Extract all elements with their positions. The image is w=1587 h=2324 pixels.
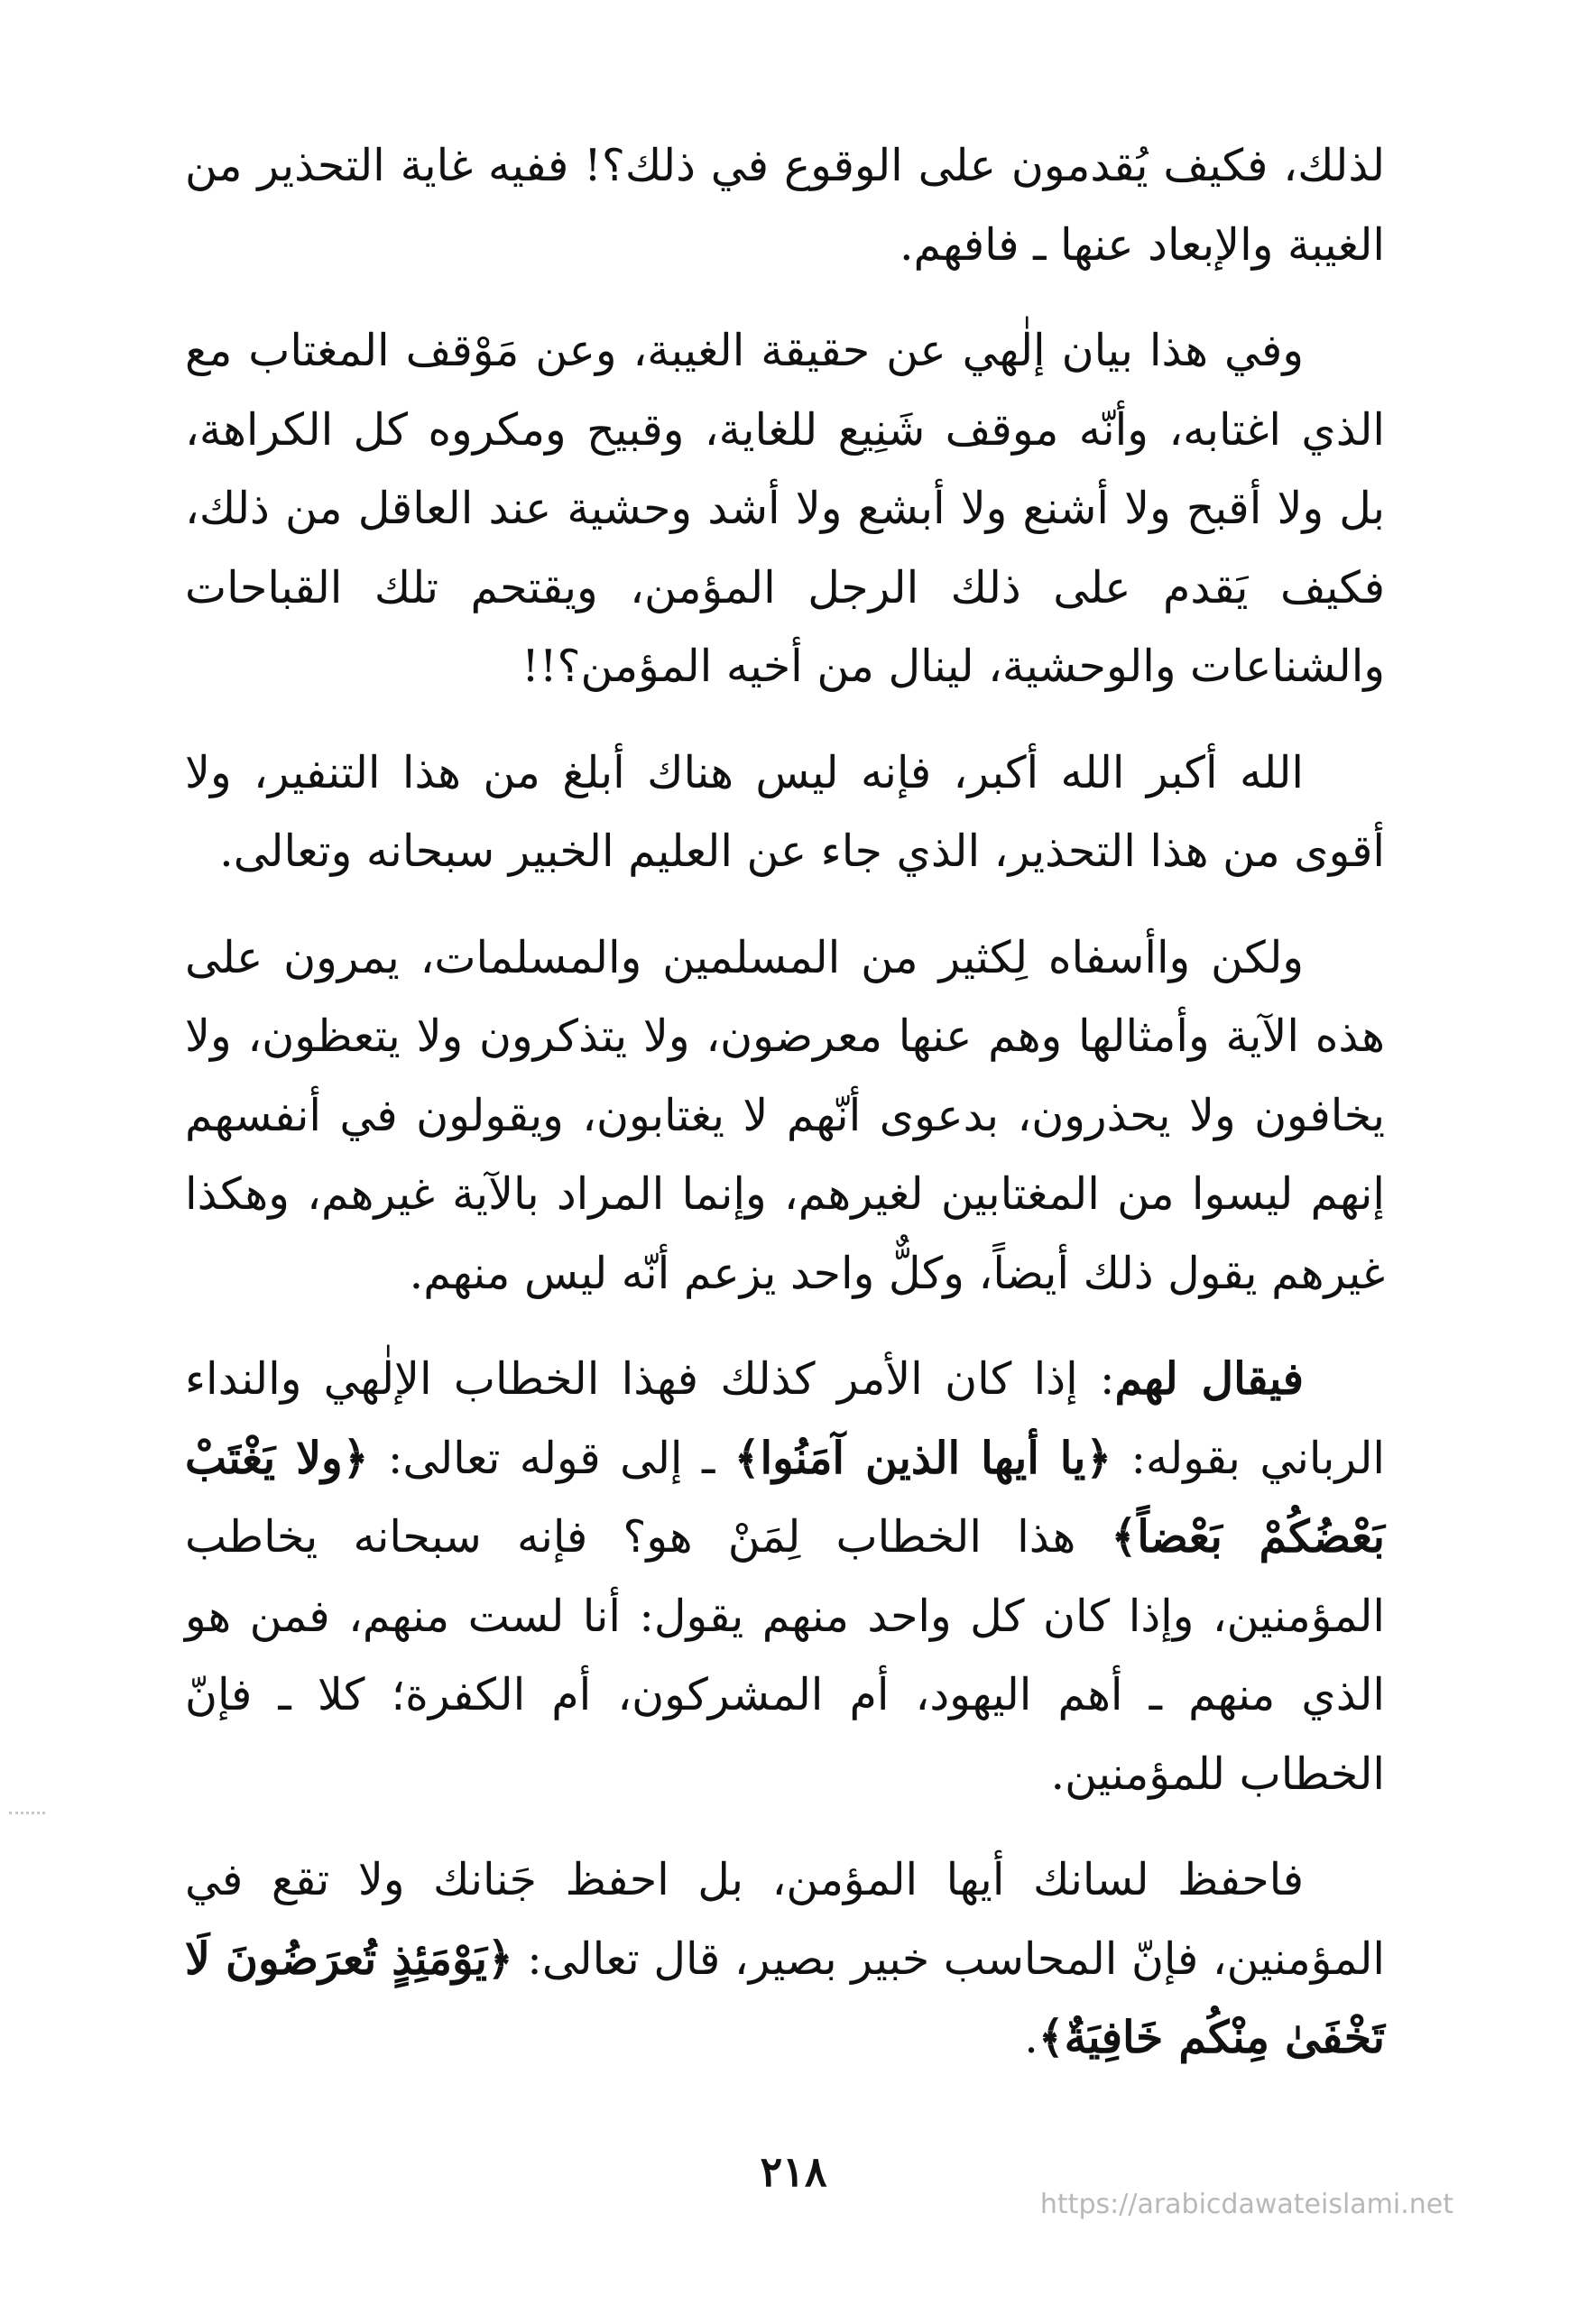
text-run: ولكن واأسفاه لِكثير من المسلمين والمسلمات، يمرون على هذه الآية وأمثالها وهم عنها معرضون، ولا يتذكرون ولا يتعظون، ولا يخافون ولا يحذرون، بدعوى أنّهم لا يغتابون، ويقولون في أنفسهم إنهم ليسوا من المغتابين لغيرهم، وإنما المراد بالآية غيرهم، وهكذا غيرهم يقول ذلك أيضاً، وكلٌّ واحد يزعم أنّه ليس منهم. (185, 931, 1385, 1299)
page-number: ٢١٨ (760, 2147, 827, 2196)
text-run: وفي هذا بيان إلٰهي عن حقيقة الغيبة، وعن مَوْقف المغتاب مع الذي اغتابه، وأنّه موقف شَنِيع للغاية، وقبيح ومكروه كل الكراهة، بل ولا أقبح ولا أشنع ولا أبشع ولا أشد وحشية عند العاقل من ذلك، فكيف يَقدم على ذلك الرجل المؤمن، ويقتحم تلك القباحات والشناعات والوحشية، لينال من أخيه المؤمن؟!! (185, 325, 1385, 692)
text-run: ـ إلى قوله تعالى: (368, 1432, 734, 1484)
text-run: : إذا كان الأمر كذلك فهذا الخطاب الإلٰهي والنداء الرباني بقوله: (185, 1353, 1386, 1484)
emphasis-text: ﴿يا أيها الذين آمَنُوا﴾ (734, 1431, 1112, 1484)
watermark-url: https://arabicdawateislami.net (1039, 2189, 1453, 2220)
emphasis-text: فيقال لهم (1114, 1352, 1304, 1405)
text-run: . (1024, 2012, 1038, 2063)
paragraph (185, 733, 1385, 891)
text-run: لذلك، فكيف يُقدمون على الوقوع في ذلك؟! ففيه غاية التحذير من الغيبة والإبعاد عنها ـ فافهم. (185, 140, 1385, 271)
body-text (185, 126, 1385, 2105)
text-run: فاحفظ لسانك أيها المؤمن، بل احفظ جَنانك ولا تقع في المؤمنين، فإنّ المحاسب خبير بصير، قال تعالى: (185, 1854, 1385, 1985)
paragraph (185, 918, 1385, 1314)
paragraph (185, 1840, 1385, 2078)
paragraph (185, 1340, 1385, 1813)
margin-mark (9, 1812, 45, 1814)
paragraph (185, 126, 1385, 284)
emphasis-text: ﴿يَوْمَئِذٍ تُعرَضُونَ لَا تَخْفَىٰ مِنْكُم خَافِيَةٌ﴾ (185, 1932, 1385, 2063)
paragraph (185, 311, 1385, 706)
text-run: الله أكبر الله أكبر، فإنه ليس هناك أبلغ من هذا التنفير، ولا أقوى من هذا التحذير، الذي جاء عن العليم الخبير سبحانه وتعالى. (185, 746, 1385, 877)
text-run: هذا الخطاب لِمَنْ هو؟ فإنه سبحانه يخاطب المؤمنين، وإذا كان كل واحد منهم يقول: أنا لست منهم، فمن هو الذي منهم ـ أهم اليهود، أم المشركون، أم الكفرة؛ كلا ـ فإنّ الخطاب للمؤمنين. (185, 1511, 1385, 1800)
emphasis-text: ﴿ولا يَغْتَبْ بَعْضُكُمْ بَعْضاً﴾ (185, 1431, 1385, 1563)
